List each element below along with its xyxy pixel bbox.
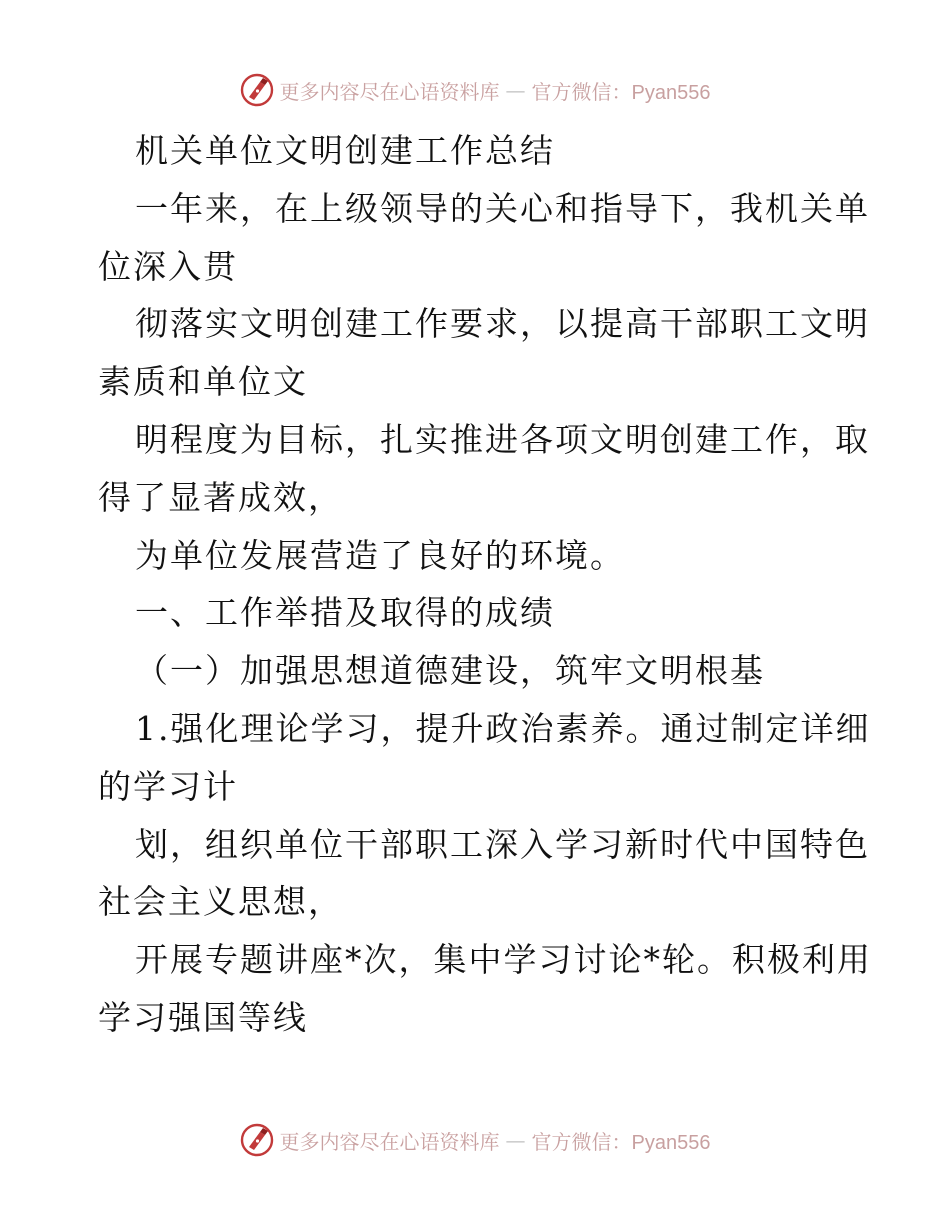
watermark-note: 官方微信：Pyan556 (531, 81, 711, 104)
section-heading: 一、工作举措及取得的成绩 (135, 593, 555, 633)
pen-nib-logo-icon (240, 73, 274, 107)
paragraph-line: 的学习计 (98, 766, 238, 806)
paragraph-line: 明程度为目标，扎实推进各项文明创建工作，取 (135, 419, 870, 459)
paragraph-line: 学习强国等线 (98, 997, 308, 1037)
watermark-separator: — (505, 1128, 526, 1152)
pen-nib-logo-icon (240, 1123, 274, 1157)
paragraph-line: 划，组织单位干部职工深入学习新时代中国特色 (135, 824, 870, 864)
paragraph-line: 为单位发展营造了良好的环境。 (135, 535, 625, 575)
watermark-note: 官方微信：Pyan556 (531, 1131, 711, 1154)
paragraph-line: 1.强化理论学习，提升政治素养。通过制定详细 (135, 708, 871, 748)
paragraph-line: 素质和单位文 (98, 362, 308, 402)
document-title: 机关单位文明创建工作总结 (135, 131, 555, 170)
paragraph-line: 得了显著成效， (98, 477, 343, 517)
subsection-heading: （一）加强思想道德建设，筑牢文明根基 (135, 651, 765, 691)
watermark-separator: — (505, 78, 526, 102)
document-body (98, 122, 872, 1047)
paragraph-line: 彻落实文明创建工作要求，以提高干部职工文明 (135, 304, 870, 344)
paragraph-line: 社会主义思想， (98, 882, 343, 922)
header-watermark (0, 70, 950, 110)
paragraph-line: 开展专题讲座*次，集中学习讨论*轮。积极利用 (135, 940, 872, 980)
footer-watermark (0, 1120, 950, 1160)
watermark-text: 更多内容尽在心语资料库 (279, 1129, 500, 1154)
paragraph-line: 一年来，在上级领导的关心和指导下，我机关单 (135, 188, 870, 228)
watermark-text: 更多内容尽在心语资料库 (279, 79, 500, 104)
paragraph-line: 位深入贯 (98, 246, 238, 286)
